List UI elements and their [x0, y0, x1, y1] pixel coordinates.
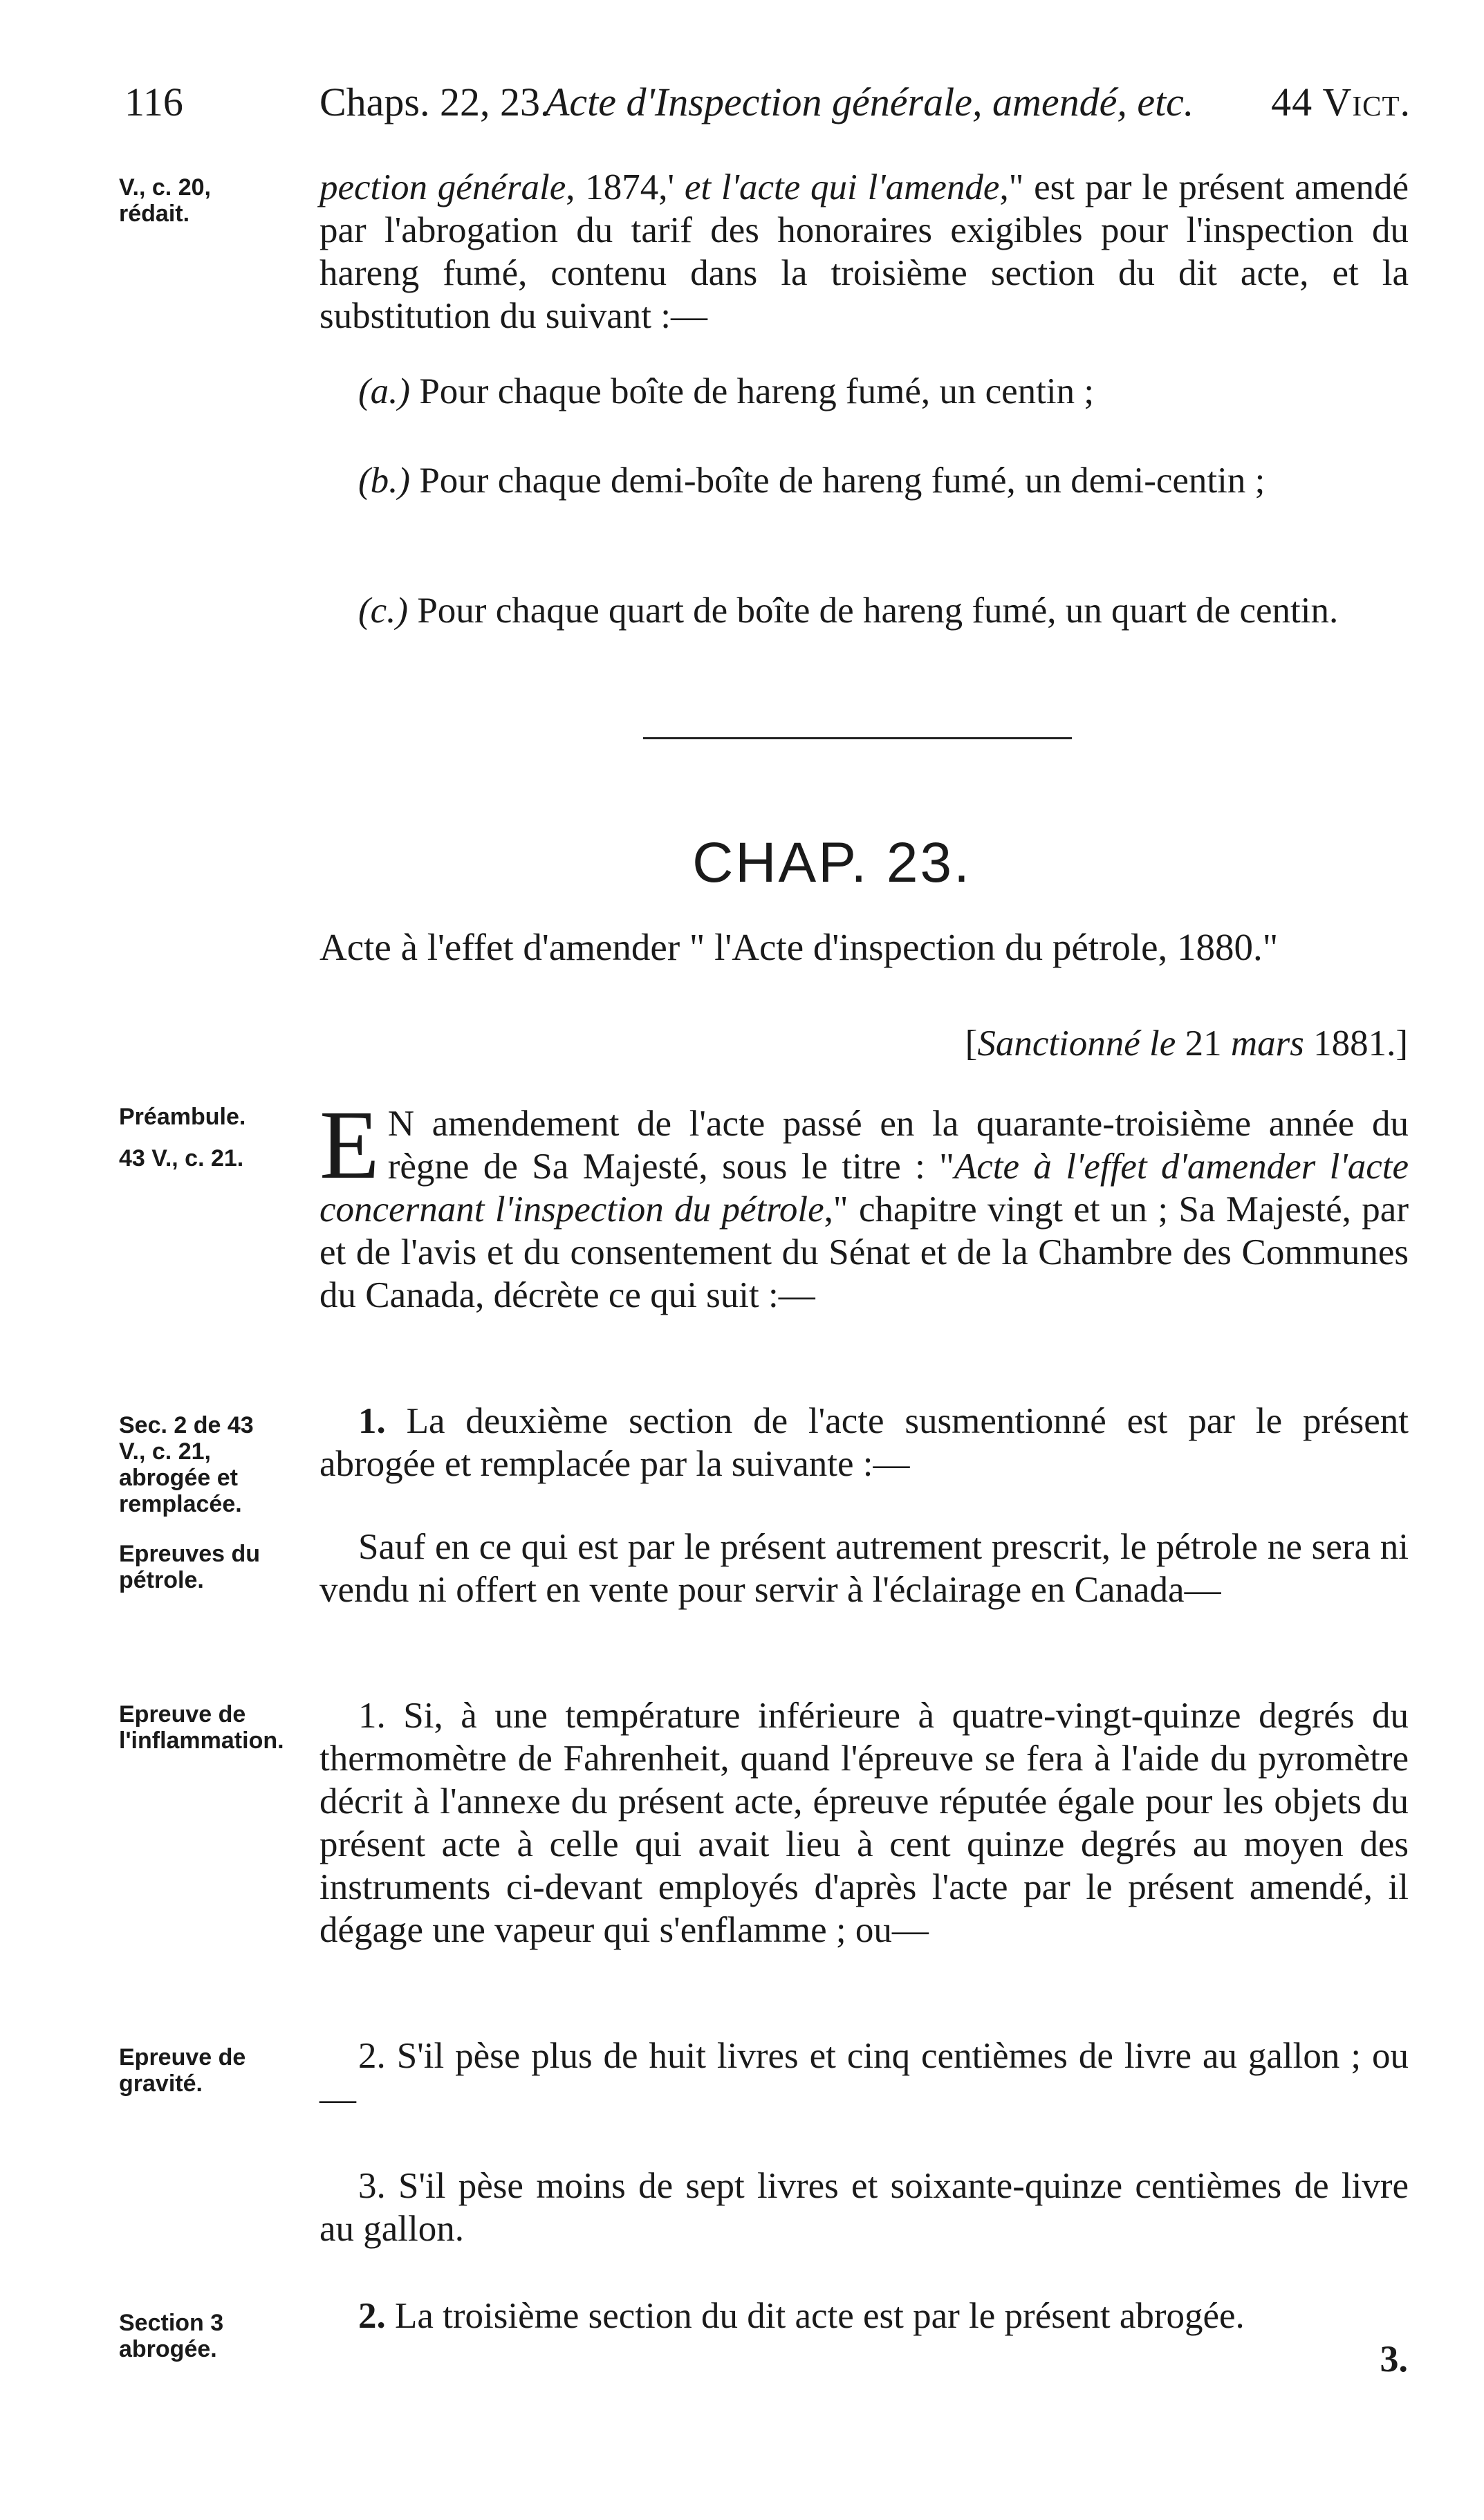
tariff-item-label: (b.) — [358, 461, 411, 501]
sanction-year: 1881.] — [1313, 1023, 1408, 1064]
tariff-item-text: Pour chaque demi-boîte de hareng fumé, un demi-centin ; — [419, 461, 1265, 501]
chap22-lead-text: , 1874,' — [566, 167, 685, 207]
tests-intro-paragraph — [319, 1526, 1409, 1611]
sanction-month: mars — [1230, 1023, 1304, 1064]
chap22-body-text: ," est par le présent amendé par l'abrogation du tarif des honoraires exigibles pour l'inspection du hareng fumé, contenu dans la troisième section du dit acte, et la substitution du suivant :— — [319, 167, 1409, 336]
margin-note-preamble: Préambule. — [119, 1104, 246, 1130]
section-number: 1. — [358, 1401, 386, 1441]
act-title-text: Acte à l'effet d'amender " l'Acte d'inspection du pétrole, 1880." — [319, 926, 1279, 968]
section-1-paragraph — [319, 1400, 1409, 1485]
chapter-reference: Chaps. 22, 23. — [319, 80, 550, 124]
test-2-paragraph — [319, 2035, 1409, 2120]
margin-note-gravity: Epreuve de gravité. — [119, 2044, 246, 2097]
section-1-text: La deuxième section de l'acte susmentionné est par le présent abrogée et remplacée par la suivante :— — [319, 1401, 1409, 1484]
preamble-text-2: ," chapitre vingt et un ; Sa Majesté, par et de l'avis et du consentement du Sénat et de la Chambre des Communes du Canada, décrète ce qui suit :— — [319, 1189, 1409, 1315]
tariff-item-label: (a.) — [358, 371, 411, 411]
sanction-line: [Sanctionné le 21 mars 1881.] — [965, 1023, 1408, 1064]
margin-note-chap22: V., c. 20, rédait. — [119, 174, 211, 227]
margin-note-petroleum-tests: Epreuves du pétrole. — [119, 1541, 261, 1593]
test-3-paragraph — [319, 2165, 1409, 2250]
chapter-heading — [0, 828, 1484, 898]
chap22-lead-italic: pection générale — [319, 167, 566, 207]
tariff-item-b — [319, 459, 1409, 502]
sanction-day: 21 — [1185, 1023, 1222, 1064]
margin-note-flammability: Epreuve de l'inflammation. — [119, 1701, 284, 1754]
margin-note-section-2: Section 3 abrogée. — [119, 2310, 224, 2362]
preamble-act-title: Acte à l'effet d'amender l'acte concernant l'inspection du pétrole — [319, 1147, 1409, 1230]
tariff-item-label: (c.) — [358, 591, 409, 631]
chapter-heading-text: CHAP. 23. — [692, 831, 972, 894]
catchword: 3. — [1380, 2338, 1408, 2380]
preamble-text: N amendement de l'acte passé en la quarante-troisième année du règne de Sa Majesté, sous le titre : " — [387, 1104, 1409, 1187]
tariff-item-text: Pour chaque quart de boîte de hareng fumé, un quart de centin. — [417, 591, 1339, 631]
test-1-text: 1. Si, à une température inférieure à quatre-vingt-quinze degrés du thermomètre de Fahrenheit, quand l'épreuve se fera à l'aide du pyromètre décrit à l'annexe du présent acte, épreuve réputée égale pour les objets du présent acte à celle qui avait lieu à cent quinze degrés au moyen des instruments ci-devant employés d'après l'acte par le présent amendé, il dégage une vapeur qui s'enflamme ; ou— — [319, 1696, 1409, 1950]
section-2-text: La troisième section du dit acte est par le présent abrogée. — [395, 2296, 1245, 2336]
page-number: 116 — [124, 80, 183, 124]
section-number: 2. — [358, 2296, 386, 2336]
margin-note-preamble-ref: 43 V., c. 21. — [119, 1145, 244, 1171]
preamble-paragraph — [319, 1090, 1409, 1317]
tariff-item-c — [319, 589, 1409, 632]
test-1-paragraph — [319, 1694, 1409, 1952]
test-2-text: 2. S'il pèse plus de huit livres et cinq centièmes de livre au gallon ; ou— — [319, 2036, 1409, 2119]
act-title — [319, 925, 1409, 970]
section-divider — [643, 737, 1072, 739]
test-3-text: 3. S'il pèse moins de sept livres et soixante-quinze centièmes de livre au gallon. — [319, 2166, 1409, 2249]
running-title: Acte d'Inspection générale, amendé, etc. — [545, 80, 1194, 124]
section-2-paragraph — [319, 2295, 1288, 2337]
sanction-italic: Sanctionné le — [977, 1023, 1176, 1064]
chap22-paragraph — [319, 166, 1409, 337]
drop-cap: E — [319, 1090, 380, 1199]
margin-note-section-1: Sec. 2 de 43 V., c. 21, abrogée et remplacée. — [119, 1412, 254, 1517]
tests-intro-text: Sauf en ce qui est par le présent autrement prescrit, le pétrole ne sera ni vendu ni offert en vente pour servir à l'éclairage en Canada— — [319, 1527, 1409, 1610]
tariff-item-a — [319, 370, 1409, 413]
tariff-item-text: Pour chaque boîte de hareng fumé, un centin ; — [419, 371, 1095, 411]
running-head — [124, 75, 1411, 130]
chap22-lead-italic-2: et l'acte qui l'amende — [684, 167, 1000, 207]
regnal-year: 44 Vict. — [1271, 80, 1411, 124]
